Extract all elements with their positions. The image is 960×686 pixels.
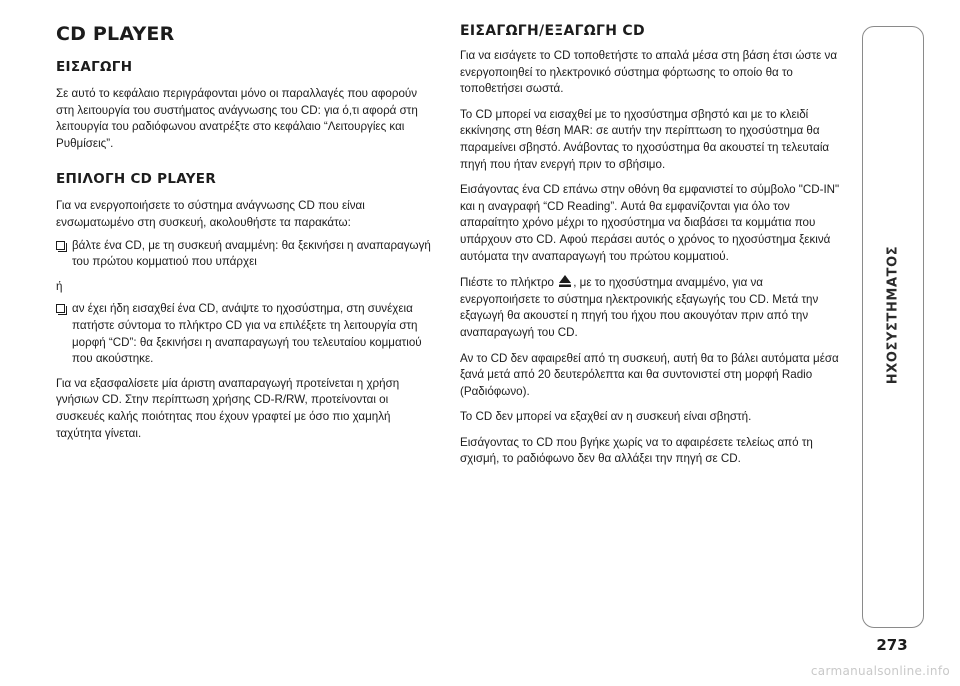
paragraph-auto-reinsert: Αν το CD δεν αφαιρεθεί από τη συσκευή, αυτή θα το βάλει αυτόματα μέσα ξανά μετά από 20 δευτερόλεπτα και θα συντονιστεί στη μορφή Radio (Ραδιόφωνο). [460, 351, 839, 398]
paragraph-no-eject-off: Το CD δεν μπορεί να εξαχθεί αν η συσκευή είναι σβηστή. [460, 410, 752, 424]
section-label [871, 150, 915, 480]
left-column [56, 22, 438, 451]
heading-insert-eject-cd: ΕΙΣΑΓΩΓΗ/ΕΞΑΓΩΓΗ CD [460, 23, 645, 39]
paragraph-partial-eject: Εισάγοντας το CD που βγήκε χωρίς να το αφαιρέσετε τελείως από τη σχισμή, το ραδιόφωνο δεν θα αλλάξει την πηγή σε CD. [460, 435, 813, 466]
heading-intro: ΕΙΣΑΓΩΓΗ [56, 59, 133, 75]
checkbox-bullet-icon [56, 241, 65, 250]
section-label-text: ΗΧΟΣΥΣΤΗΜΑΤΟΣ [885, 245, 901, 385]
list-item-text: βάλτε ένα CD, με τη συσκευή αναμμένη: θα ξεκινήσει η αναπαραγωγή του πρώτου κομματιού που υπάρχει [72, 238, 431, 269]
paragraph-intro: Σε αυτό το κεφάλαιο περιγράφονται μόνο οι παραλλαγές που αφορούν στη λειτουργία του συστήματος ανάγνωσης του CD: για ό,τι αφορά στη λειτουργία του ραδιόφωνου ανατρέξτε στο κεφάλαιο “Λειτουργίες και Ρυθμίσεις”. [56, 87, 418, 150]
right-column [460, 22, 846, 477]
list-item [56, 238, 438, 271]
paragraph-select: Για να ενεργοποιήσετε το σύστημα ανάγνωσης CD που είναι ενσωματωμένο στη συσκευή, ακολουθήστε τα παρακάτω: [56, 199, 365, 229]
paragraph-insert-off: Το CD μπορεί να εισαχθεί με το ηχοσύστημα σβηστό και με το κλειδί εκκίνησης στη θέση MAR: σε αυτήν την περίπτωση το ηχοσύστημα θα παραμείνει σβηστό. Ανάβοντας το ηχοσύστημα θα ακουστεί τη τελευταία πηγή που ήταν ενεργή πριν το σβήσιμο. [460, 107, 830, 171]
paragraph-cd-in: Εισάγοντας ένα CD επάνω στην οθόνη θα εμφανιστεί το σύμβολο "CD-IN" και η αναγραφή “CD Reading”. Αυτά θα εμφανίζονται για όλο τον απαραίτητο χρόνο μέχρι το ηχοσύστημα να διαβάσει τα κομμάτια που υπάρχουν στο CD. Αφού περάσει αυτός ο χρόνος το ηχοσύστημα ξεκινά αυτόματα την αναπαραγωγή του πρώτου κομματιού. [460, 183, 840, 263]
paragraph-eject [460, 274, 846, 341]
page-title: CD PLAYER [56, 23, 175, 45]
list-item [56, 301, 438, 367]
watermark: carmanualsonline.info [810, 664, 950, 678]
heading-select-cd-player: ΕΠΙΛΟΓΗ CD PLAYER [56, 171, 217, 188]
list-item-text: αν έχει ήδη εισαχθεί ένα CD, ανάψτε το ηχοσύστημα, στη συνέχεια πατήστε σύντομα το πλήκτρο CD για να επιλέξετε τη λειτουργία στη μορφή “CD”: θα ξεκινήσει η αναπαραγωγή του τελευταίου κομματιού που ακούστηκε. [72, 302, 422, 366]
paragraph-quality: Για να εξασφαλίσετε μία άριστη αναπαραγωγή προτείνεται η χρήση γνήσιων CD. Στην περίπτωση χρήσης CD-R/RW, προτείνονται οι συσκευές καλής ποιότητας που έχουν γραφτεί με όσο πιο χαμηλή ταχύτητα γίνεται. [56, 376, 400, 440]
eject-text-before: Πιέστε το πλήκτρο [460, 276, 554, 290]
eject-text-after: , με το ηχοσύστημα αναμμένο, για να ενεργοποιήσετε το σύστημα ηλεκτρονικής εξαγωγής του CD. Μετά την εξαγωγή θα ακουστεί η πηγή του ήχου που ακουγόταν πριν από την αναπαραγωγή του CD. [460, 276, 819, 339]
paragraph-insert: Για να εισάγετε το CD τοποθετήστε το απαλά μέσα στη βάση έτσι ώστε να ενεργοποιηθεί το ηλεκτρονικό σύστημα φόρτωσης το οποίο θα το τοποθετήσει σωστά. [460, 49, 838, 96]
eject-icon [558, 274, 572, 288]
checkbox-bullet-icon [56, 304, 65, 313]
page-number: 273 [876, 636, 908, 654]
or-text: ή [56, 279, 63, 293]
